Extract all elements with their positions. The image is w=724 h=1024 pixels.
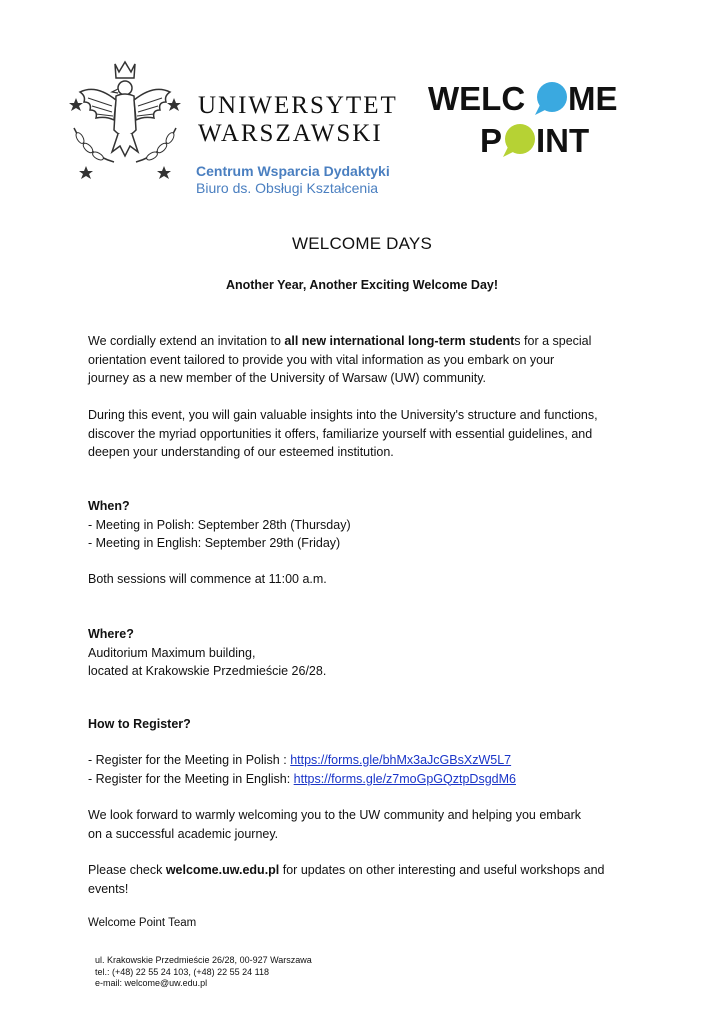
register-section: [88, 751, 648, 788]
signature: Welcome Point Team: [88, 917, 197, 929]
during-line-1: During this event, you will gain valuable insights into the University's structure and functions,: [88, 408, 598, 422]
when-section: [88, 497, 648, 553]
check-paragraph: [88, 861, 648, 898]
intro-paragraph: [88, 332, 648, 388]
page-subtitle: Another Year, Another Exciting Welcome Day!: [225, 278, 499, 292]
register-english-line: [88, 770, 648, 789]
register-heading: How to Register?: [88, 717, 191, 731]
speech-bubble-green-icon: [503, 124, 535, 157]
closing-line-1: We look forward to warmly welcoming you to the UW community and helping you embark: [88, 808, 582, 822]
footer-contact: [95, 955, 312, 990]
check-line-2: events!: [88, 881, 129, 896]
intro-line-3: journey as a new member of the University of Warsaw (UW) community.: [88, 371, 487, 385]
university-name-line2: WARSZAWSKI: [198, 120, 383, 147]
intro-highlight: all new international long-term student: [284, 334, 515, 348]
where-line-1: Auditorium Maximum building,: [88, 645, 256, 660]
university-eagle-emblem: [66, 58, 184, 180]
register-polish-label: - Register for the Meeting in Polish :: [88, 753, 291, 767]
when-polish: - Meeting in Polish: September 28th (Thursday): [88, 517, 351, 532]
when-heading: When?: [88, 499, 130, 513]
where-section: [88, 625, 648, 681]
during-line-2: discover the myriad opportunities it offers, familiarize yourself with essential guidelines, and: [88, 426, 593, 441]
logo-welc-text: WELC: [428, 80, 526, 117]
intro-text: We cordially extend an invitation to: [88, 334, 285, 348]
register-polish-link[interactable]: https://forms.gle/bhMx3aJcGBsXzW5L7: [290, 753, 512, 767]
department-name: Centrum Wsparcia Dydaktyki: [196, 163, 390, 179]
where-heading: Where?: [88, 627, 134, 641]
check-text: for updates on other interesting and useful workshops and: [279, 863, 605, 877]
welcome-point-logo: [428, 78, 628, 158]
check-text: Please check: [88, 863, 166, 877]
intro-line-2: orientation event tailored to provide you with vital information as you embark on your: [88, 352, 555, 367]
page-title: WELCOME DAYS: [292, 234, 432, 253]
during-paragraph: [88, 406, 648, 462]
when-english: - Meeting in English: September 29th (Friday): [88, 536, 341, 550]
register-english-link[interactable]: https://forms.gle/z7moGpGQztpDsgdM6: [293, 771, 516, 786]
footer-address: ul. Krakowskie Przedmieście 26/28, 00-927 Warszawa: [95, 955, 312, 965]
register-heading-wrap: [88, 715, 648, 734]
intro-line-1: [88, 332, 648, 351]
logo-p-text: P: [480, 122, 503, 158]
intro-text: s for a special: [514, 334, 592, 348]
speech-bubble-blue-icon: [535, 82, 567, 115]
during-line-3: deepen your understanding of our esteemed institution.: [88, 445, 394, 459]
footer-email: e-mail: welcome@uw.edu.pl: [95, 978, 208, 988]
logo-int-text: INT: [536, 122, 590, 158]
where-line-2: located at Krakowskie Przedmieście 26/28.: [88, 664, 327, 678]
university-name-line1: UNIWERSYTET: [198, 92, 398, 119]
university-name: [198, 92, 398, 148]
logo-me-text: ME: [568, 80, 618, 117]
check-line-1: [88, 861, 648, 880]
register-english-label: - Register for the Meeting in English:: [88, 771, 294, 786]
register-polish-line: [88, 751, 648, 770]
closing-line-2: on a successful academic journey.: [88, 826, 279, 841]
office-name: Biuro ds. Obsługi Kształcenia: [196, 180, 379, 196]
closing-paragraph: [88, 806, 648, 843]
commence-text: Both sessions will commence at 11:00 a.m.: [88, 572, 327, 586]
website-name: welcome.uw.edu.pl: [165, 863, 280, 877]
footer-tel: tel.: (+48) 22 55 24 103, (+48) 22 55 24 118: [95, 966, 269, 977]
